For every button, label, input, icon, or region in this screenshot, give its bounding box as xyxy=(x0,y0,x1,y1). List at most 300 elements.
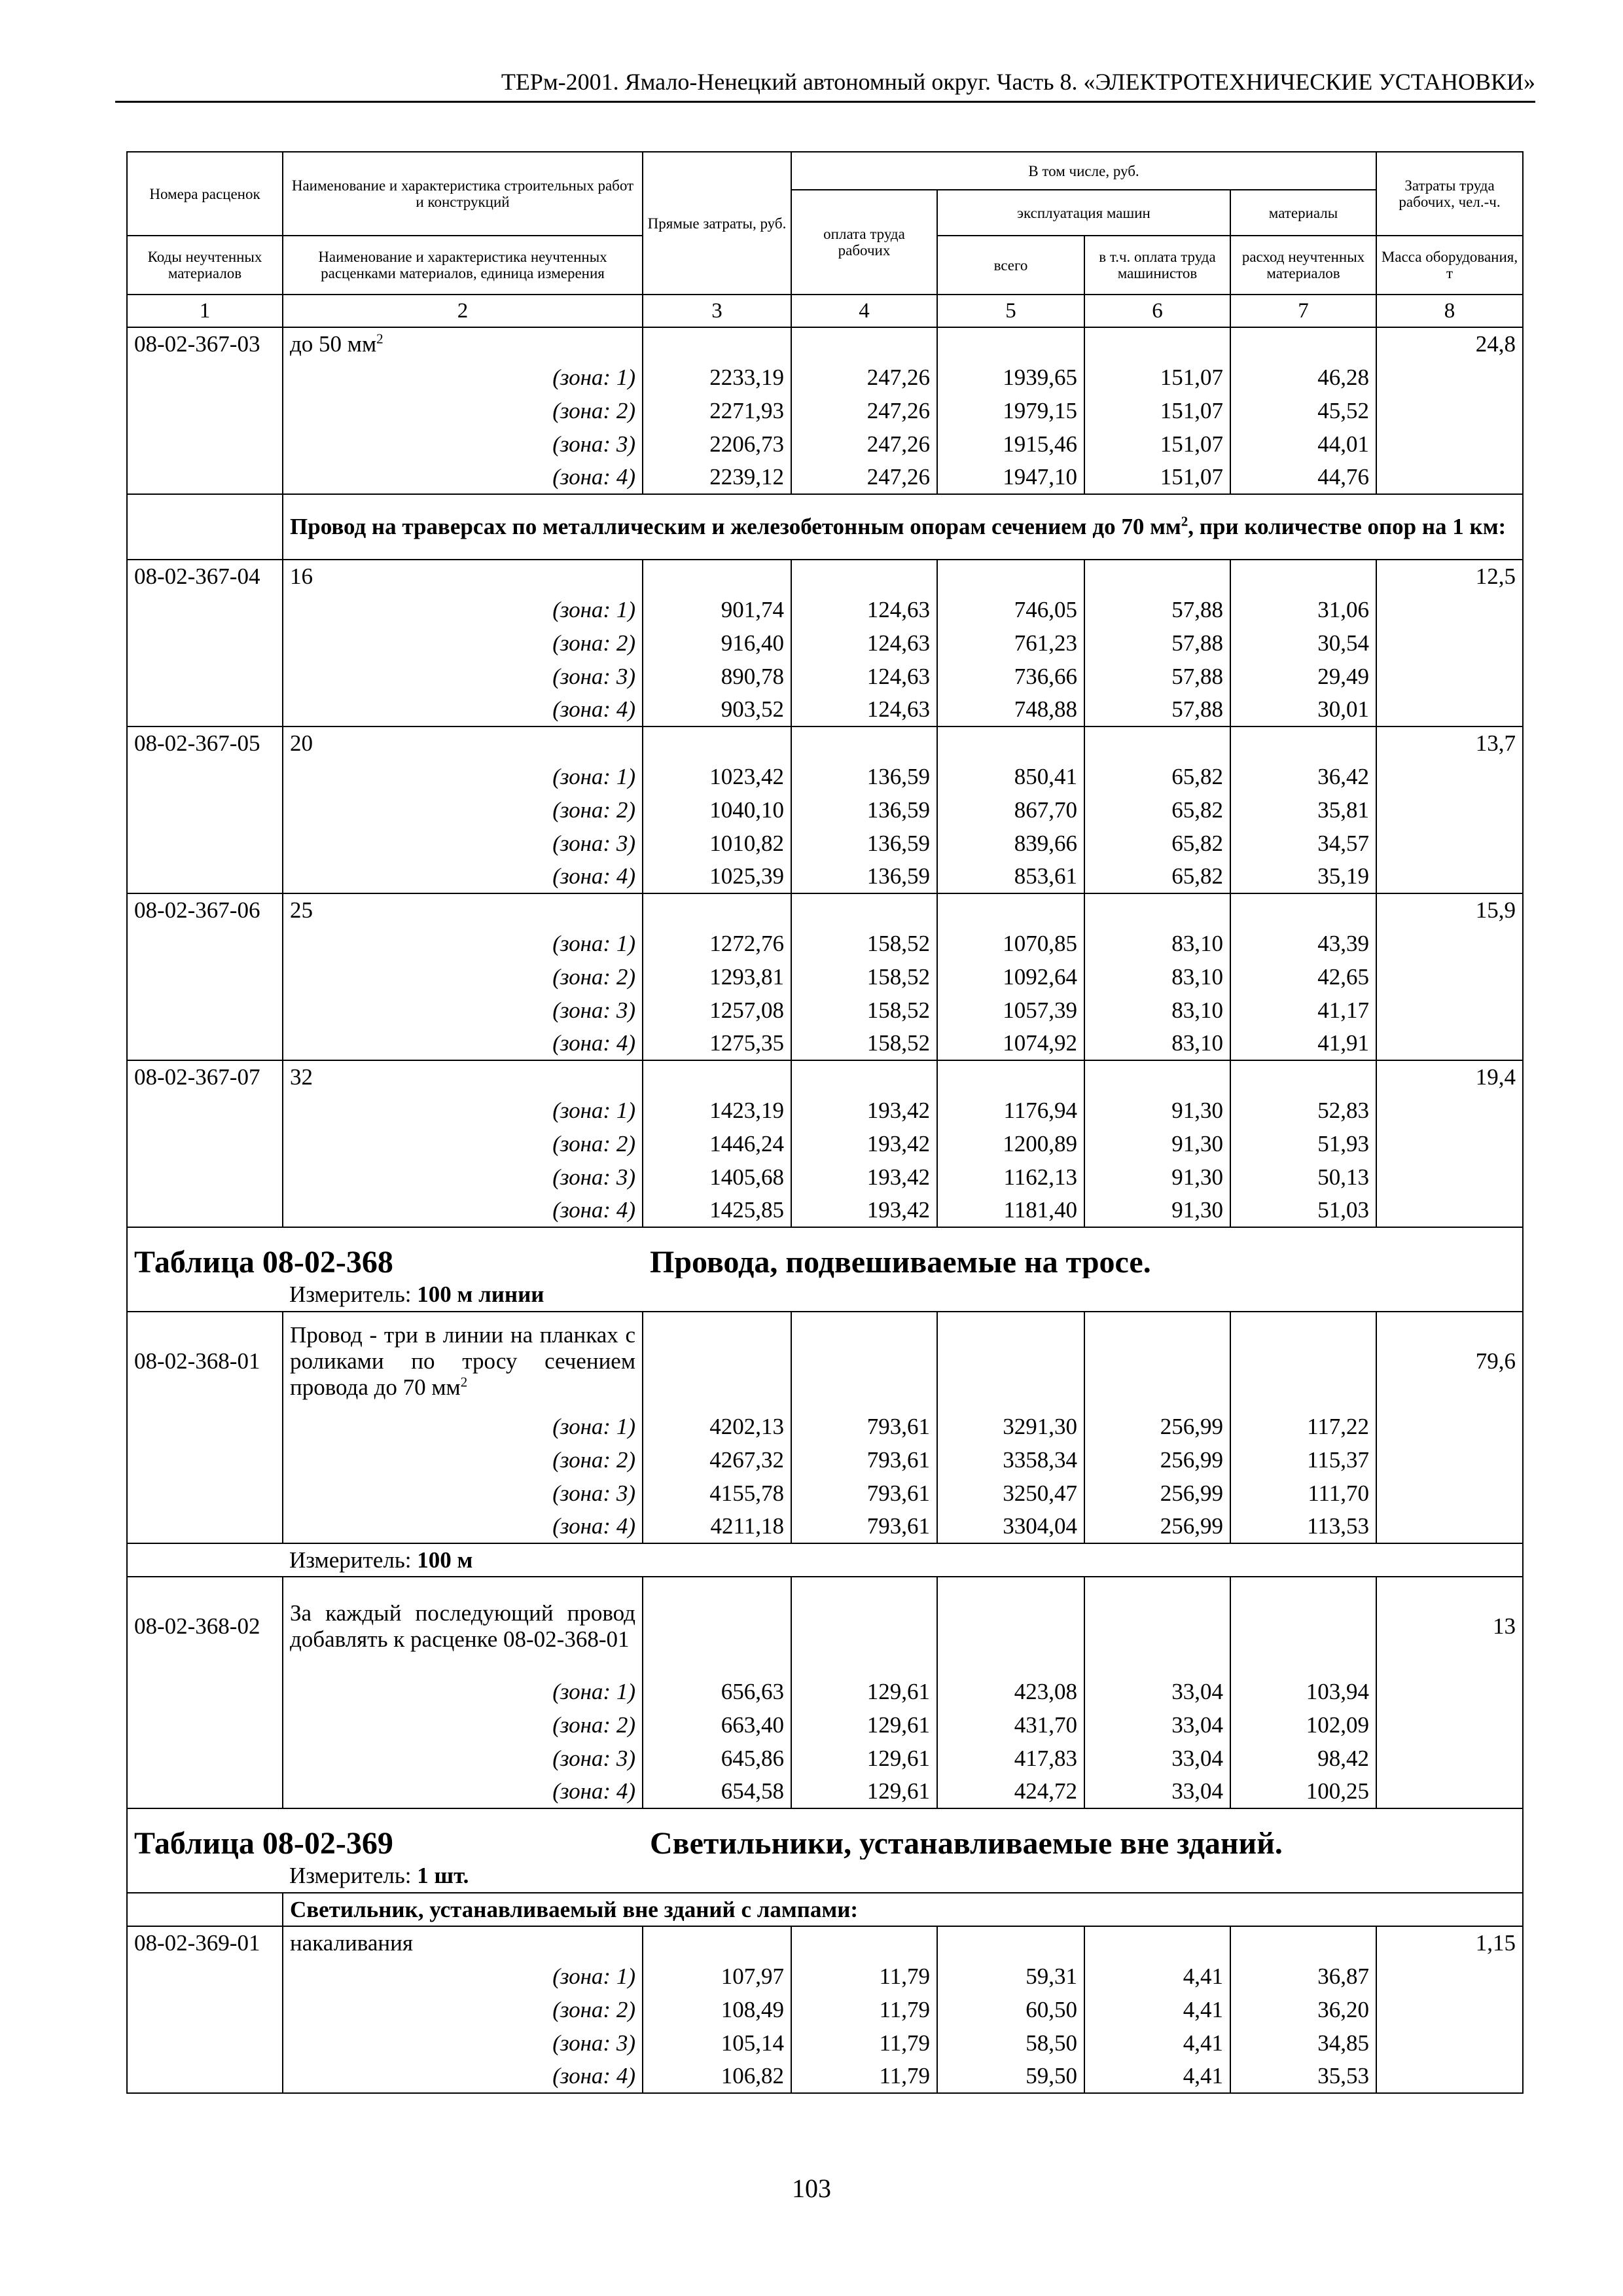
labor-pay: 136,59 xyxy=(791,860,937,893)
direct-cost: 901,74 xyxy=(643,593,791,626)
labor-pay: 124,63 xyxy=(791,626,937,660)
empty-cell xyxy=(1230,327,1376,361)
materials: 35,81 xyxy=(1230,793,1376,827)
header-name-top: Наименование и характеристика строительных работ и конструкций xyxy=(283,152,643,236)
machines-labor: 83,10 xyxy=(1084,994,1230,1027)
empty-cell xyxy=(791,726,937,760)
column-number: 7 xyxy=(1230,295,1376,327)
zone-row xyxy=(127,1443,1523,1477)
rate-name: до 50 $мм^2$ xyxy=(283,327,643,361)
rate-name: 25 xyxy=(283,893,643,927)
empty-cell xyxy=(127,1893,283,1926)
labor-pay: 11,79 xyxy=(791,2026,937,2060)
machines-labor: 4,41 xyxy=(1084,2060,1230,2093)
page-number: 103 xyxy=(792,2174,831,2203)
rate-name: 32 xyxy=(283,1060,643,1094)
materials: 45,52 xyxy=(1230,394,1376,427)
machines-total: 1057,39 xyxy=(937,994,1084,1027)
machines-total: 431,70 xyxy=(937,1708,1084,1742)
column-number: 5 xyxy=(937,295,1084,327)
table-heading: Светильники, устанавливаемые вне зданий. xyxy=(650,1826,1283,1859)
zone-row xyxy=(127,1742,1523,1775)
empty-cell xyxy=(791,327,937,361)
column-number: 3 xyxy=(643,295,791,327)
labor-value: 79,6 xyxy=(1376,1312,1523,1410)
labor-pay: 124,63 xyxy=(791,693,937,726)
measurer xyxy=(283,1543,1523,1577)
table-label: Таблица 08-02-368 xyxy=(134,1245,393,1278)
zone-label: (зона: 4) xyxy=(283,2060,643,2093)
labor-pay: 193,42 xyxy=(791,1127,937,1160)
measurer xyxy=(283,1859,1523,1893)
labor-pay: 793,61 xyxy=(791,1443,937,1477)
zone-row xyxy=(127,626,1523,660)
empty-cell xyxy=(127,1775,283,1808)
direct-cost: 1023,42 xyxy=(643,760,791,793)
item-row xyxy=(127,726,1523,760)
materials: 36,20 xyxy=(1230,1993,1376,2026)
labor-pay: 247,26 xyxy=(791,427,937,461)
zone-label: (зона: 2) xyxy=(283,1708,643,1742)
materials: 102,09 xyxy=(1230,1708,1376,1742)
materials: 44,76 xyxy=(1230,461,1376,494)
rate-name: 16 xyxy=(283,560,643,593)
empty-cell xyxy=(937,1577,1084,1675)
empty-cell xyxy=(127,1675,283,1708)
materials: 115,37 xyxy=(1230,1443,1376,1477)
empty-cell xyxy=(127,1027,283,1060)
rate-code: 08-02-367-07 xyxy=(127,1060,283,1094)
empty-cell xyxy=(1230,1060,1376,1094)
empty-cell xyxy=(127,1477,283,1510)
materials: 29,49 xyxy=(1230,660,1376,693)
empty-cell xyxy=(1376,1443,1523,1477)
empty-cell xyxy=(937,1060,1084,1094)
materials: 51,03 xyxy=(1230,1194,1376,1227)
empty-cell xyxy=(1230,893,1376,927)
direct-cost: 645,86 xyxy=(643,1742,791,1775)
zone-row xyxy=(127,1410,1523,1443)
labor-value: 13,7 xyxy=(1376,726,1523,760)
empty-cell xyxy=(1376,994,1523,1027)
labor-pay: 136,59 xyxy=(791,827,937,860)
direct-cost: 916,40 xyxy=(643,626,791,660)
materials: 117,22 xyxy=(1230,1410,1376,1443)
empty-cell xyxy=(127,626,283,660)
rate-code: 08-02-367-03 xyxy=(127,327,283,361)
zone-row xyxy=(127,1127,1523,1160)
machines-labor: 151,07 xyxy=(1084,427,1230,461)
machines-labor: 151,07 xyxy=(1084,394,1230,427)
zone-label: (зона: 1) xyxy=(283,1675,643,1708)
empty-cell xyxy=(1376,1993,1523,2026)
direct-cost: 1272,76 xyxy=(643,927,791,960)
machines-total: 59,50 xyxy=(937,2060,1084,2093)
direct-cost: 1293,81 xyxy=(643,960,791,994)
direct-cost: 890,78 xyxy=(643,660,791,693)
empty-cell xyxy=(1376,1775,1523,1808)
zone-row xyxy=(127,760,1523,793)
section-row xyxy=(127,1893,1523,1926)
table-title xyxy=(127,1227,1523,1278)
table-title-row xyxy=(127,1227,1523,1278)
empty-cell xyxy=(1376,827,1523,860)
machines-total: 58,50 xyxy=(937,2026,1084,2060)
empty-cell xyxy=(1376,427,1523,461)
empty-cell xyxy=(1376,1742,1523,1775)
machines-labor: 91,30 xyxy=(1084,1094,1230,1127)
machines-labor: 33,04 xyxy=(1084,1742,1230,1775)
labor-value: 24,8 xyxy=(1376,327,1523,361)
table-label: Таблица 08-02-369 xyxy=(134,1826,393,1859)
labor-value: 1,15 xyxy=(1376,1926,1523,1960)
labor-pay: 136,59 xyxy=(791,793,937,827)
machines-labor: 151,07 xyxy=(1084,461,1230,494)
empty-cell xyxy=(937,1312,1084,1410)
machines-total: 850,41 xyxy=(937,760,1084,793)
item-row xyxy=(127,1577,1523,1675)
empty-cell xyxy=(127,1859,283,1893)
measurer xyxy=(283,1278,1523,1312)
zone-row xyxy=(127,1993,1523,2026)
machines-total: 59,31 xyxy=(937,1960,1084,1993)
empty-cell xyxy=(643,1577,791,1675)
machines-labor: 57,88 xyxy=(1084,593,1230,626)
labor-pay: 193,42 xyxy=(791,1160,937,1194)
column-number: 8 xyxy=(1376,295,1523,327)
labor-pay: 158,52 xyxy=(791,1027,937,1060)
materials: 30,01 xyxy=(1230,693,1376,726)
zone-label: (зона: 3) xyxy=(283,994,643,1027)
empty-cell xyxy=(1376,361,1523,394)
zone-row xyxy=(127,1510,1523,1543)
column-number: 4 xyxy=(791,295,937,327)
empty-cell xyxy=(127,693,283,726)
empty-cell xyxy=(1084,893,1230,927)
materials: 111,70 xyxy=(1230,1477,1376,1510)
empty-cell xyxy=(127,793,283,827)
zone-row xyxy=(127,1675,1523,1708)
zone-row xyxy=(127,2026,1523,2060)
labor-value: 13 xyxy=(1376,1577,1523,1675)
empty-cell xyxy=(1376,593,1523,626)
machines-total: 423,08 xyxy=(937,1675,1084,1708)
measurer-row xyxy=(127,1543,1523,1577)
labor-pay: 11,79 xyxy=(791,1960,937,1993)
empty-cell xyxy=(1084,1312,1230,1410)
empty-cell xyxy=(1084,327,1230,361)
direct-cost: 2206,73 xyxy=(643,427,791,461)
empty-cell xyxy=(1084,560,1230,593)
zone-row xyxy=(127,2060,1523,2093)
machines-total: 736,66 xyxy=(937,660,1084,693)
machines-total: 1915,46 xyxy=(937,427,1084,461)
zone-row xyxy=(127,1160,1523,1194)
zone-row xyxy=(127,1194,1523,1227)
zone-label: (зона: 3) xyxy=(283,1160,643,1194)
rate-code: 08-02-368-02 xyxy=(127,1577,283,1675)
labor-pay: 158,52 xyxy=(791,994,937,1027)
zone-row xyxy=(127,394,1523,427)
measurer-label: Измеритель: xyxy=(289,1863,418,1888)
direct-cost: 1423,19 xyxy=(643,1094,791,1127)
labor-pay: 11,79 xyxy=(791,2060,937,2093)
machines-total: 1939,65 xyxy=(937,361,1084,394)
zone-row xyxy=(127,660,1523,693)
machines-total: 1070,85 xyxy=(937,927,1084,960)
zone-row xyxy=(127,361,1523,394)
machines-total: 1181,40 xyxy=(937,1194,1084,1227)
labor-value: 15,9 xyxy=(1376,893,1523,927)
empty-cell xyxy=(791,1312,937,1410)
machines-total: 748,88 xyxy=(937,693,1084,726)
materials: 41,17 xyxy=(1230,994,1376,1027)
empty-cell xyxy=(1376,1194,1523,1227)
rate-name: Провод - три в линии на планках с роликами по тросу сечением провода до 70 $мм^2$ xyxy=(283,1312,643,1410)
direct-cost: 654,58 xyxy=(643,1775,791,1808)
header-materials: материалы xyxy=(1230,190,1376,236)
labor-pay: 247,26 xyxy=(791,461,937,494)
header-name-bottom: Наименование и характеристика неучтенных расценками материалов, единица измерения xyxy=(283,236,643,295)
header-code-top: Номера расценок xyxy=(127,152,283,236)
direct-cost: 2271,93 xyxy=(643,394,791,427)
empty-cell xyxy=(127,394,283,427)
empty-cell xyxy=(1084,1926,1230,1960)
zone-row xyxy=(127,1094,1523,1127)
measurer-value: 100 м xyxy=(417,1547,473,1573)
machines-total: 1176,94 xyxy=(937,1094,1084,1127)
column-number: 2 xyxy=(283,295,643,327)
machines-labor: 83,10 xyxy=(1084,960,1230,994)
zone-label: (зона: 1) xyxy=(283,1094,643,1127)
direct-cost: 4267,32 xyxy=(643,1443,791,1477)
zone-row xyxy=(127,827,1523,860)
empty-cell xyxy=(127,660,283,693)
zone-label: (зона: 2) xyxy=(283,1443,643,1477)
machines-labor: 33,04 xyxy=(1084,1675,1230,1708)
materials: 98,42 xyxy=(1230,1742,1376,1775)
rate-name: накаливания xyxy=(283,1926,643,1960)
header-materials-sub: расход неучтенных материалов xyxy=(1230,236,1376,295)
materials: 51,93 xyxy=(1230,1127,1376,1160)
empty-cell xyxy=(1376,693,1523,726)
empty-cell xyxy=(127,1194,283,1227)
empty-cell xyxy=(127,494,283,560)
empty-cell xyxy=(127,461,283,494)
empty-cell xyxy=(1230,726,1376,760)
empty-cell xyxy=(1376,760,1523,793)
item-row xyxy=(127,560,1523,593)
direct-cost: 4202,13 xyxy=(643,1410,791,1443)
empty-cell xyxy=(643,893,791,927)
empty-cell xyxy=(127,1960,283,1993)
empty-cell xyxy=(127,994,283,1027)
machines-total: 839,66 xyxy=(937,827,1084,860)
machines-total: 3358,34 xyxy=(937,1443,1084,1477)
zone-row xyxy=(127,1708,1523,1742)
item-row xyxy=(127,327,1523,361)
empty-cell xyxy=(127,1278,283,1312)
direct-cost: 105,14 xyxy=(643,2026,791,2060)
machines-labor: 33,04 xyxy=(1084,1775,1230,1808)
zone-row xyxy=(127,1477,1523,1510)
empty-cell xyxy=(1084,726,1230,760)
column-number: 6 xyxy=(1084,295,1230,327)
labor-pay: 247,26 xyxy=(791,394,937,427)
zone-label: (зона: 1) xyxy=(283,1410,643,1443)
zone-row xyxy=(127,427,1523,461)
machines-total: 1947,10 xyxy=(937,461,1084,494)
empty-cell xyxy=(1376,1160,1523,1194)
materials: 50,13 xyxy=(1230,1160,1376,1194)
empty-cell xyxy=(1376,1675,1523,1708)
machines-labor: 4,41 xyxy=(1084,1993,1230,2026)
machines-labor: 4,41 xyxy=(1084,2026,1230,2060)
empty-cell xyxy=(127,1410,283,1443)
machines-labor: 151,07 xyxy=(1084,361,1230,394)
empty-cell xyxy=(1376,461,1523,494)
materials: 43,39 xyxy=(1230,927,1376,960)
zone-row xyxy=(127,461,1523,494)
rate-code: 08-02-367-04 xyxy=(127,560,283,593)
machines-labor: 65,82 xyxy=(1084,760,1230,793)
zone-label: (зона: 4) xyxy=(283,1194,643,1227)
empty-cell xyxy=(127,860,283,893)
zone-row xyxy=(127,1960,1523,1993)
page-header: ТЕРм-2001. Ямало-Ненецкий автономный округ. Часть 8. «ЭЛЕКТРОТЕХНИЧЕСКИЕ УСТАНОВКИ» xyxy=(115,63,1535,103)
machines-labor: 91,30 xyxy=(1084,1127,1230,1160)
machines-labor: 57,88 xyxy=(1084,626,1230,660)
empty-cell xyxy=(1376,1410,1523,1443)
rate-code: 08-02-367-05 xyxy=(127,726,283,760)
labor-value: 12,5 xyxy=(1376,560,1523,593)
empty-cell xyxy=(1376,927,1523,960)
zone-row xyxy=(127,693,1523,726)
rate-code: 08-02-369-01 xyxy=(127,1926,283,1960)
direct-cost: 4211,18 xyxy=(643,1510,791,1543)
zone-label: (зона: 3) xyxy=(283,1742,643,1775)
materials: 34,85 xyxy=(1230,2026,1376,2060)
labor-pay: 247,26 xyxy=(791,361,937,394)
rates-table xyxy=(126,151,1524,2094)
header-direct: Прямые затраты, руб. xyxy=(643,152,791,295)
empty-cell xyxy=(1376,2060,1523,2093)
empty-cell xyxy=(791,893,937,927)
direct-cost: 1425,85 xyxy=(643,1194,791,1227)
empty-cell xyxy=(1230,1312,1376,1410)
empty-cell xyxy=(1230,1926,1376,1960)
zone-label: (зона: 2) xyxy=(283,1993,643,2026)
empty-cell xyxy=(1376,793,1523,827)
zone-row xyxy=(127,1775,1523,1808)
machines-total: 1979,15 xyxy=(937,394,1084,427)
header-machines-total: всего xyxy=(937,236,1084,295)
rate-name: За каждый последующий провод добавлять к расценке 08-02-368-01 xyxy=(283,1577,643,1675)
measurer-label: Измеритель: xyxy=(289,1282,418,1307)
header-code-bottom: Коды неучтенных материалов xyxy=(127,236,283,295)
column-number: 1 xyxy=(127,295,283,327)
empty-cell xyxy=(1376,1510,1523,1543)
zone-label: (зона: 1) xyxy=(283,361,643,394)
zone-row xyxy=(127,593,1523,626)
header-machines: эксплуатация машин xyxy=(937,190,1230,236)
materials: 30,54 xyxy=(1230,626,1376,660)
machines-labor: 65,82 xyxy=(1084,860,1230,893)
header-incl: В том числе, руб. xyxy=(791,152,1376,190)
empty-cell xyxy=(127,361,283,394)
empty-cell xyxy=(1376,960,1523,994)
empty-cell xyxy=(643,1312,791,1410)
labor-pay: 193,42 xyxy=(791,1194,937,1227)
labor-pay: 129,61 xyxy=(791,1775,937,1808)
empty-cell xyxy=(937,1926,1084,1960)
empty-cell xyxy=(1376,1960,1523,1993)
machines-labor: 256,99 xyxy=(1084,1477,1230,1510)
zone-row xyxy=(127,927,1523,960)
empty-cell xyxy=(127,1127,283,1160)
item-row xyxy=(127,1926,1523,1960)
direct-cost: 2233,19 xyxy=(643,361,791,394)
labor-pay: 129,61 xyxy=(791,1675,937,1708)
labor-pay: 158,52 xyxy=(791,927,937,960)
materials: 103,94 xyxy=(1230,1675,1376,1708)
machines-total: 1092,64 xyxy=(937,960,1084,994)
zone-label: (зона: 2) xyxy=(283,1127,643,1160)
zone-label: (зона: 1) xyxy=(283,593,643,626)
zone-label: (зона: 3) xyxy=(283,660,643,693)
empty-cell xyxy=(791,1926,937,1960)
table-title xyxy=(127,1808,1523,1859)
header-labor-pay: оплата труда рабочих xyxy=(791,190,937,295)
zone-label: (зона: 2) xyxy=(283,793,643,827)
direct-cost: 108,49 xyxy=(643,1993,791,2026)
empty-cell xyxy=(1084,1060,1230,1094)
direct-cost: 1275,35 xyxy=(643,1027,791,1060)
zone-label: (зона: 4) xyxy=(283,1775,643,1808)
materials: 42,65 xyxy=(1230,960,1376,994)
materials: 36,87 xyxy=(1230,1960,1376,1993)
measurer-value: 1 шт. xyxy=(417,1863,469,1888)
zone-label: (зона: 1) xyxy=(283,1960,643,1993)
section-row xyxy=(127,494,1523,560)
materials: 46,28 xyxy=(1230,361,1376,394)
zone-row xyxy=(127,994,1523,1027)
materials: 113,53 xyxy=(1230,1510,1376,1543)
materials: 35,19 xyxy=(1230,860,1376,893)
empty-cell xyxy=(1084,1577,1230,1675)
measurer-row xyxy=(127,1278,1523,1312)
labor-pay: 129,61 xyxy=(791,1708,937,1742)
labor-pay: 793,61 xyxy=(791,1410,937,1443)
empty-cell xyxy=(791,1060,937,1094)
machines-labor: 65,82 xyxy=(1084,793,1230,827)
empty-cell xyxy=(643,726,791,760)
empty-cell xyxy=(127,1742,283,1775)
table-title-row xyxy=(127,1808,1523,1859)
materials: 34,57 xyxy=(1230,827,1376,860)
labor-pay: 193,42 xyxy=(791,1094,937,1127)
zone-label: (зона: 2) xyxy=(283,960,643,994)
machines-total: 1200,89 xyxy=(937,1127,1084,1160)
header-machines-labor: в т.ч. оплата труда машинистов xyxy=(1084,236,1230,295)
machines-labor: 256,99 xyxy=(1084,1443,1230,1477)
zone-row xyxy=(127,1027,1523,1060)
machines-total: 3250,47 xyxy=(937,1477,1084,1510)
materials: 100,25 xyxy=(1230,1775,1376,1808)
machines-total: 867,70 xyxy=(937,793,1084,827)
empty-cell xyxy=(127,1993,283,2026)
empty-cell xyxy=(1230,560,1376,593)
